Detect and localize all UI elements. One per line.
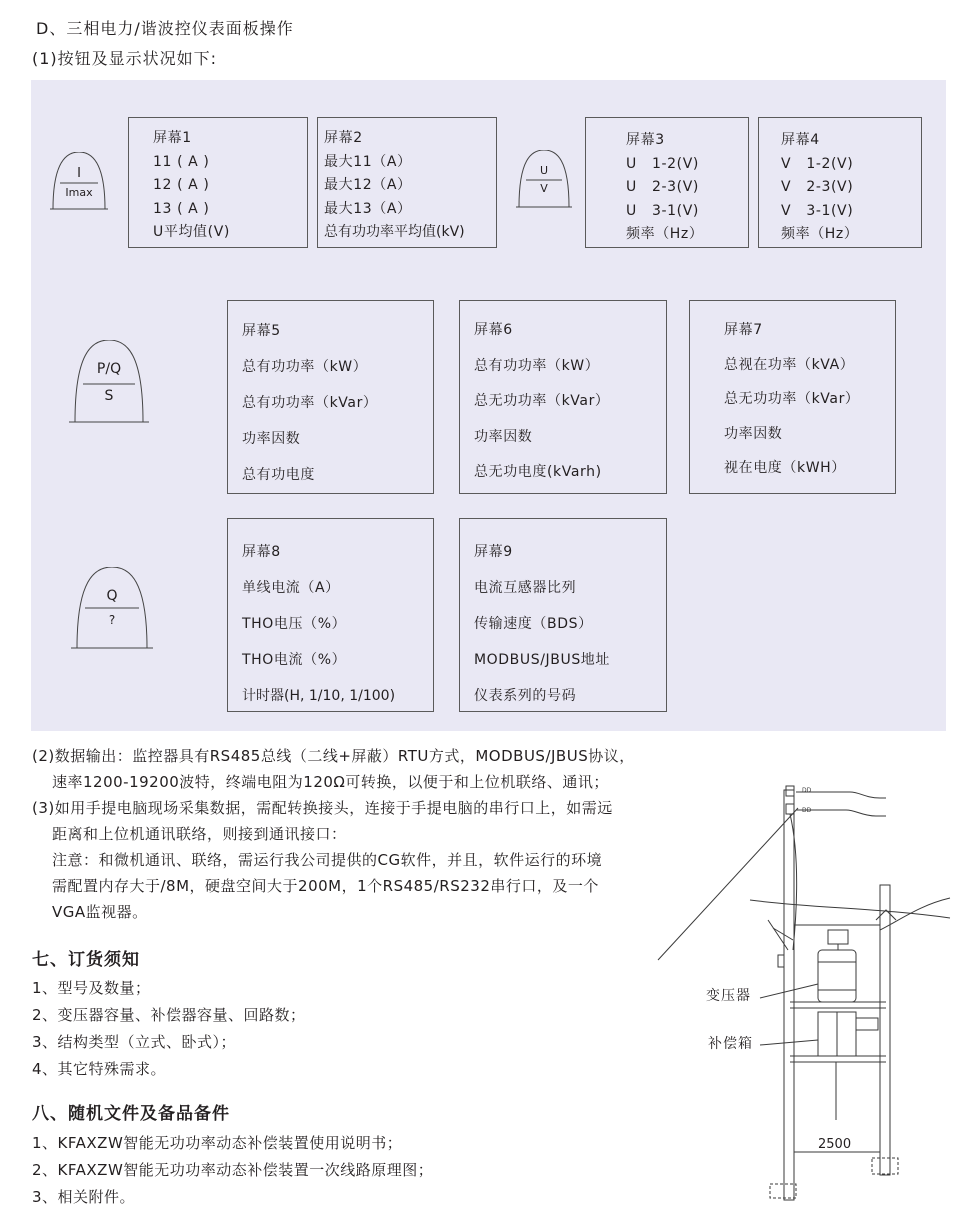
list-item: 3、结构类型（立式、卧式）；: [32, 1033, 237, 1051]
screen-line: 屏幕7: [724, 322, 763, 338]
screen-line: 总无功功率（kVar）: [724, 391, 860, 407]
screen-line: 总无功电度(kVarh): [474, 464, 602, 480]
button-label-top: Q: [106, 588, 118, 604]
screen-line: 12 ( A ): [153, 177, 210, 193]
screen-line: U 3-1(V): [626, 202, 699, 219]
list-item: 2、KFAXZW智能无功功率动态补偿装置一次线路原理图；: [32, 1161, 434, 1179]
button-label-top: I: [77, 166, 81, 181]
text-line: 距离和上位机通讯联络，则接到通讯接口：: [52, 825, 347, 843]
screen-line: THO电压（%）: [242, 616, 347, 632]
screen-line: 总无功功率（kVar）: [474, 393, 610, 409]
screen-7: [689, 300, 896, 494]
list-documents: [32, 1130, 433, 1211]
button-i-imax: [50, 152, 108, 210]
screen-line: THO电流（%）: [242, 652, 347, 668]
pole-mounted-installation-diagram: [650, 780, 960, 1210]
screen-8: [227, 518, 434, 712]
screen-line: 屏幕4: [781, 132, 820, 148]
text-line: (3)如用手提电脑现场采集数据，需配转换接头，连接于手提电脑的串行口上，如需远: [32, 799, 613, 817]
button-label-bottom: ?: [108, 613, 116, 627]
screen-line: 屏幕8: [242, 544, 281, 560]
screen-1: [128, 117, 308, 248]
dimension-label: 2500: [818, 1137, 852, 1152]
screen-4: [758, 117, 922, 248]
insulator-text: DD: [802, 787, 812, 794]
text-line: VGA监视器。: [52, 903, 148, 921]
screen-line: 计时器(H, 1/10, 1/100): [242, 688, 396, 704]
text-line: (2)数据输出：监控器具有RS485总线（二线+屏蔽）RTU方式，MODBUS/JBUS协议，: [32, 747, 635, 765]
button-pq-s: [69, 340, 149, 423]
screen-line: 视在电度（kWH）: [724, 460, 846, 476]
screen-5: [227, 300, 434, 494]
screen-line: 总视在功率（kVA）: [724, 356, 855, 373]
screen-line: 11 ( A ): [153, 153, 210, 170]
screen-line: 最大12（A）: [324, 177, 412, 193]
text-line: 注意：和微机通讯、联络，需运行我公司提供的CG软件，并且，软件运行的环境: [52, 851, 603, 869]
section-title-documents: 八、随机文件及备品备件: [32, 1104, 230, 1124]
screen-line: 屏幕6: [474, 322, 513, 338]
list-item: 4、其它特殊需求。: [32, 1060, 167, 1078]
section-subheading: (1)按钮及显示状况如下:: [32, 49, 218, 68]
screen-line: 功率因数: [724, 425, 783, 442]
screen-line: 最大11（A）: [324, 153, 412, 170]
screen-line: U 1-2(V): [626, 155, 699, 172]
screen-line: 频率（Hz）: [781, 226, 859, 242]
text-line: 速率1200-19200波特，终端电阻为120Ω可转换，以便于和上位机联络、通讯；: [52, 773, 609, 791]
screen-line: V 1-2(V): [781, 155, 854, 172]
compensation-box-label: 补偿箱: [708, 1036, 753, 1052]
transformer-label: 变压器: [706, 988, 751, 1004]
button-u-v: [516, 150, 572, 208]
screen-line: V 3-1(V): [781, 202, 854, 219]
screen-3: [585, 117, 749, 248]
screen-line: MODBUS/JBUS地址: [474, 652, 611, 668]
button-q: [71, 567, 153, 649]
screen-line: 最大13（A）: [324, 200, 412, 217]
screen-line: 屏幕1: [153, 130, 192, 146]
button-label-bottom: S: [104, 388, 114, 404]
screen-line: 屏幕3: [626, 132, 665, 148]
button-label-top: U: [539, 164, 549, 177]
list-order: [32, 975, 306, 1083]
screen-line: 总有功功率平均值(kV): [324, 224, 465, 240]
screen-line: 屏幕2: [324, 130, 363, 146]
list-item: 3、相关附件。: [32, 1188, 136, 1206]
screen-9: [459, 518, 667, 712]
screen-2: [317, 117, 497, 248]
paragraph-data-output: [32, 743, 635, 925]
button-label-top: P/Q: [96, 361, 122, 377]
screen-line: 13 ( A ): [153, 200, 210, 217]
screen-line: 总有功功率（kVar）: [242, 395, 378, 411]
screen-line: 总有功电度: [242, 467, 315, 483]
screen-line: 仪表系列的号码: [474, 688, 577, 704]
list-item: 1、KFAXZW智能无功功率动态补偿装置使用说明书；: [32, 1134, 403, 1152]
button-label-bottom: V: [540, 182, 548, 195]
screen-line: 功率因数: [242, 431, 301, 447]
screen-line: 屏幕9: [474, 544, 513, 560]
screen-line: 总有功功率（kW）: [242, 359, 368, 375]
screen-line: 传输速度（BDS）: [474, 616, 593, 632]
screen-line: 单线电流（A）: [242, 580, 340, 596]
text-line: 需配置内存大于/8M，硬盘空间大于200M，1个RS485/RS232串行口，及一个: [52, 877, 599, 895]
screen-line: 屏幕5: [242, 323, 281, 339]
list-item: 2、变压器容量、补偿器容量、回路数；: [32, 1006, 306, 1024]
screen-line: 功率因数: [474, 428, 533, 445]
screen-line: 电流互感器比列: [474, 580, 577, 596]
screen-line: 总有功功率（kW）: [474, 357, 600, 374]
screen-6: [459, 300, 667, 494]
section-heading: D、三相电力/谐波控仪表面板操作: [36, 19, 294, 38]
screen-line: V 2-3(V): [781, 179, 854, 195]
section-title-order: 七、订货须知: [32, 950, 140, 970]
button-label-bottom: Imax: [65, 186, 93, 199]
screen-line: U平均值(V): [153, 224, 230, 240]
screen-line: U 2-3(V): [626, 179, 699, 195]
insulator-text: DD: [802, 807, 812, 814]
list-item: 1、型号及数量；: [32, 979, 151, 997]
screen-line: 频率（Hz）: [626, 226, 704, 242]
